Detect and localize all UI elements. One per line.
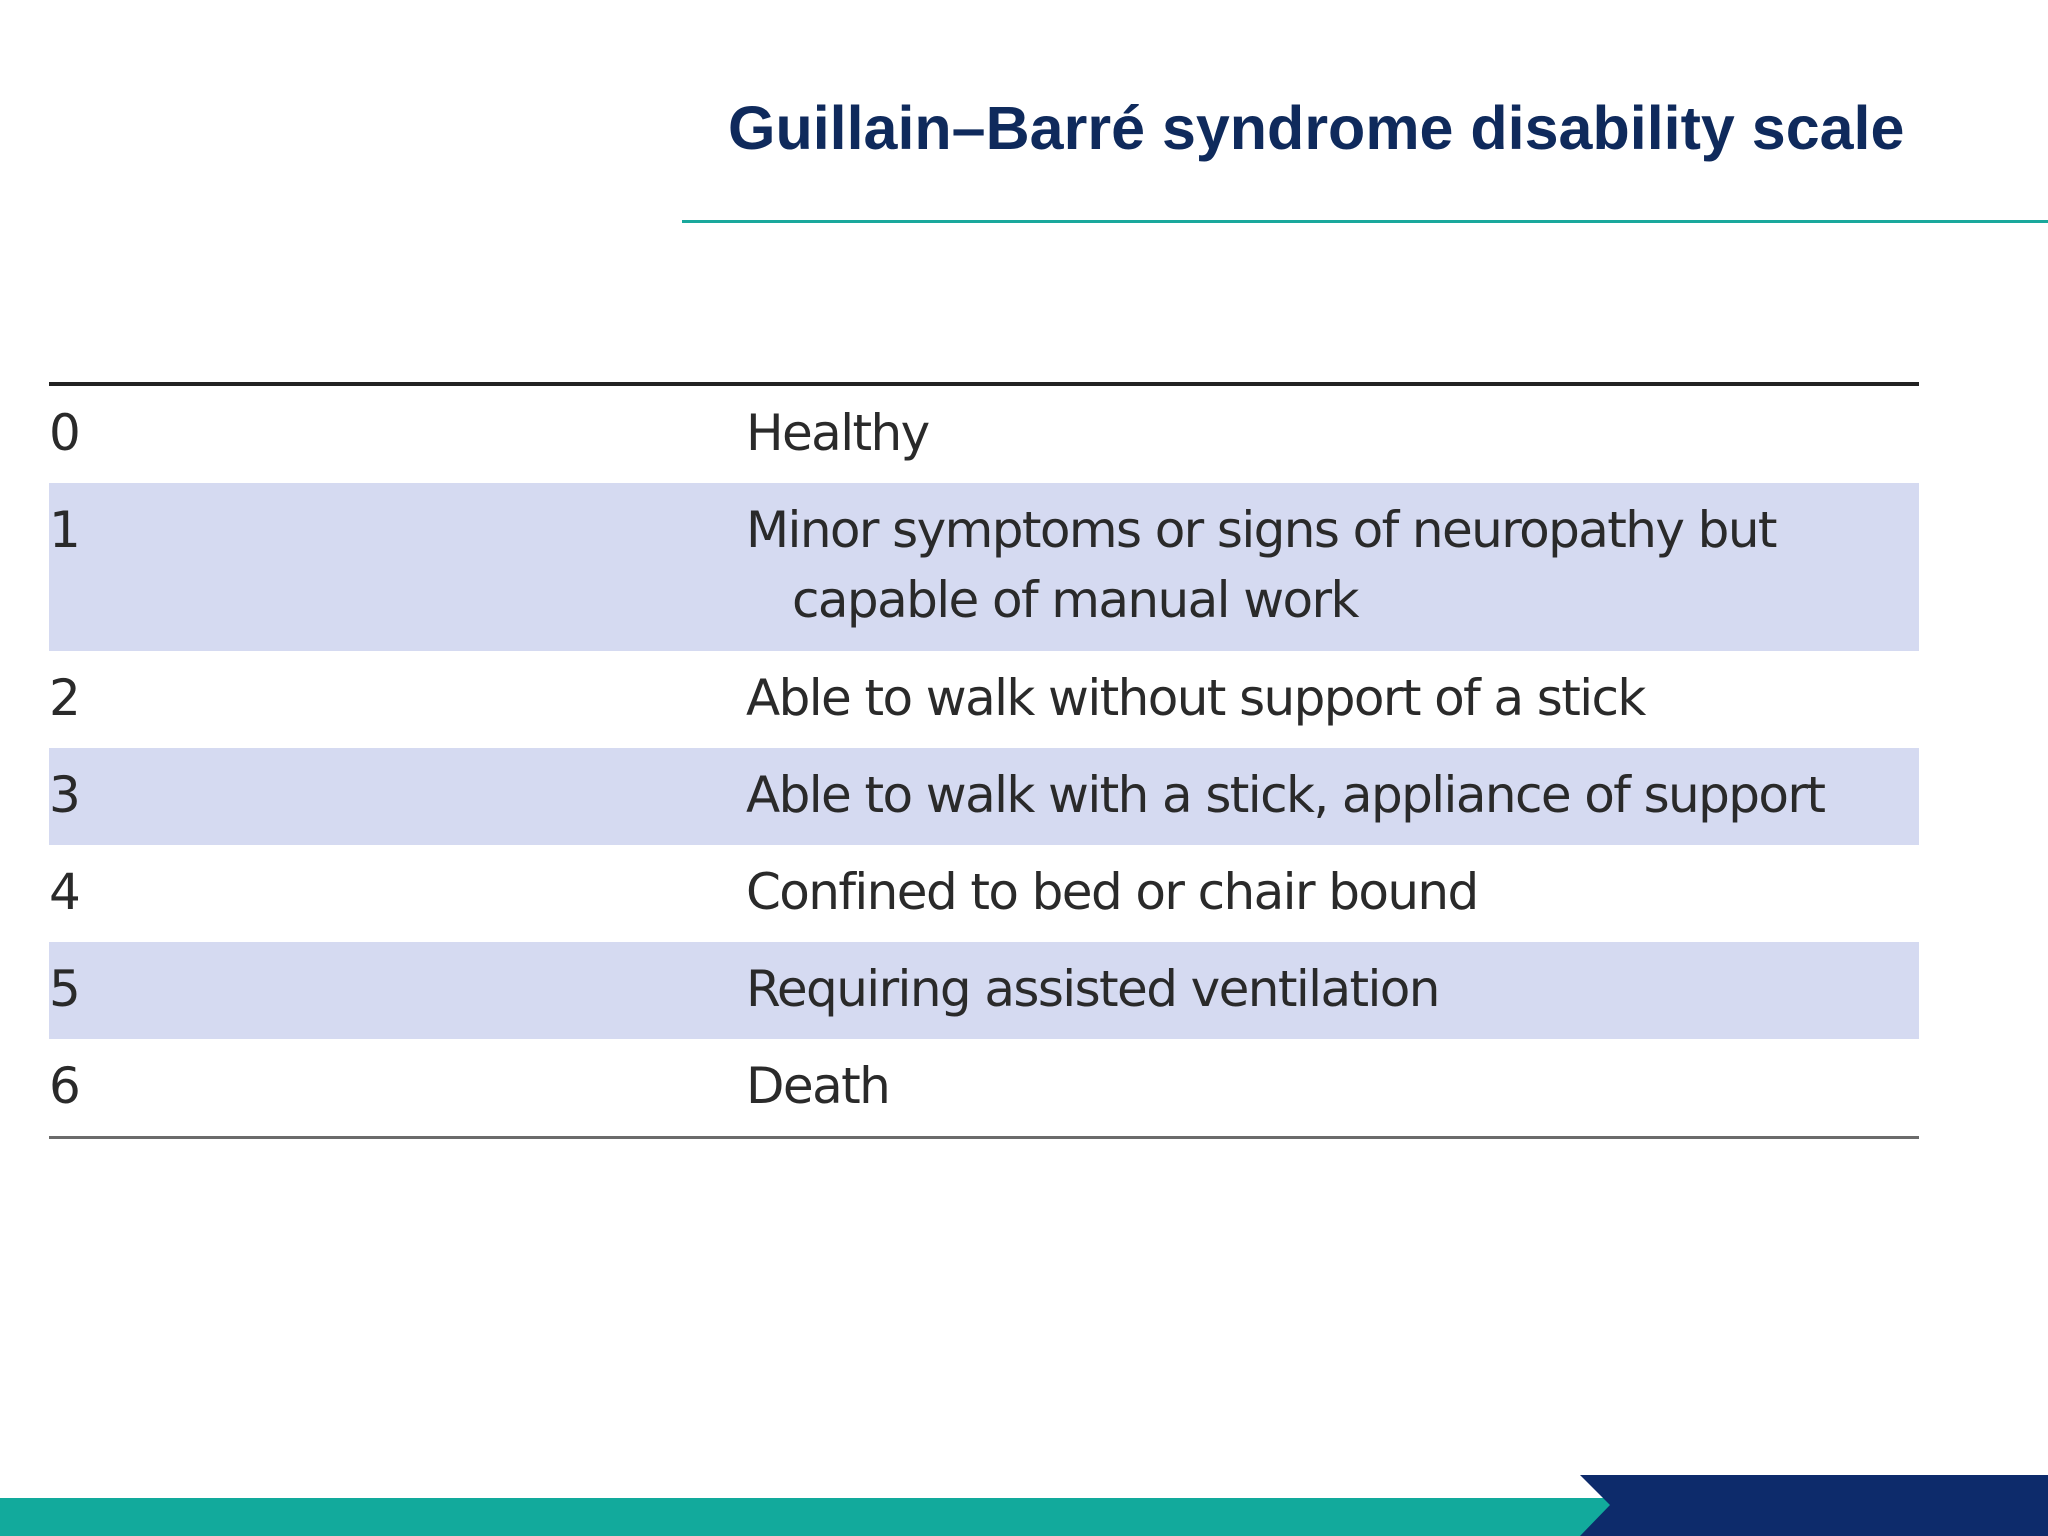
- description-cell: [746, 760, 1916, 830]
- grade-cell: 3: [49, 766, 80, 824]
- grade-cell: 1: [49, 501, 80, 559]
- footer-teal-band: [0, 1498, 2048, 1536]
- grade-cell: 6: [49, 1057, 80, 1115]
- title-underline: [682, 220, 2048, 223]
- table-row: [49, 651, 1919, 748]
- description-text: Confined to bed or chair bound: [746, 863, 1478, 921]
- table-row: [49, 386, 1919, 483]
- table-row: [49, 1039, 1919, 1136]
- description-text: Minor symptoms or signs of neuropathy but: [746, 501, 1776, 559]
- description-cell: [746, 954, 1916, 1024]
- table-row: [49, 483, 1919, 651]
- description-text-continued: capable of manual work: [792, 571, 1358, 629]
- description-cell: [746, 495, 1916, 635]
- description-text: Requiring assisted ventilation: [746, 960, 1439, 1018]
- description-text: Healthy: [746, 404, 929, 462]
- description-cell: [746, 398, 1916, 468]
- description-cell: [746, 857, 1916, 927]
- description-text: Able to walk with a stick, appliance of support: [746, 766, 1825, 824]
- grade-cell: 4: [49, 863, 80, 921]
- table-row: [49, 748, 1919, 845]
- slide-title: Guillain–Barré syndrome disability scale: [728, 94, 1905, 162]
- description-text: Death: [746, 1057, 890, 1115]
- disability-scale-table: [49, 382, 1919, 1139]
- grade-cell: 2: [49, 669, 80, 727]
- grade-cell: 5: [49, 960, 80, 1018]
- grade-cell: 0: [49, 404, 80, 462]
- description-cell: [746, 1051, 1916, 1121]
- description-cell: [746, 663, 1916, 733]
- table-row: [49, 942, 1919, 1039]
- table-row: [49, 845, 1919, 942]
- description-text: Able to walk without support of a stick: [746, 669, 1645, 727]
